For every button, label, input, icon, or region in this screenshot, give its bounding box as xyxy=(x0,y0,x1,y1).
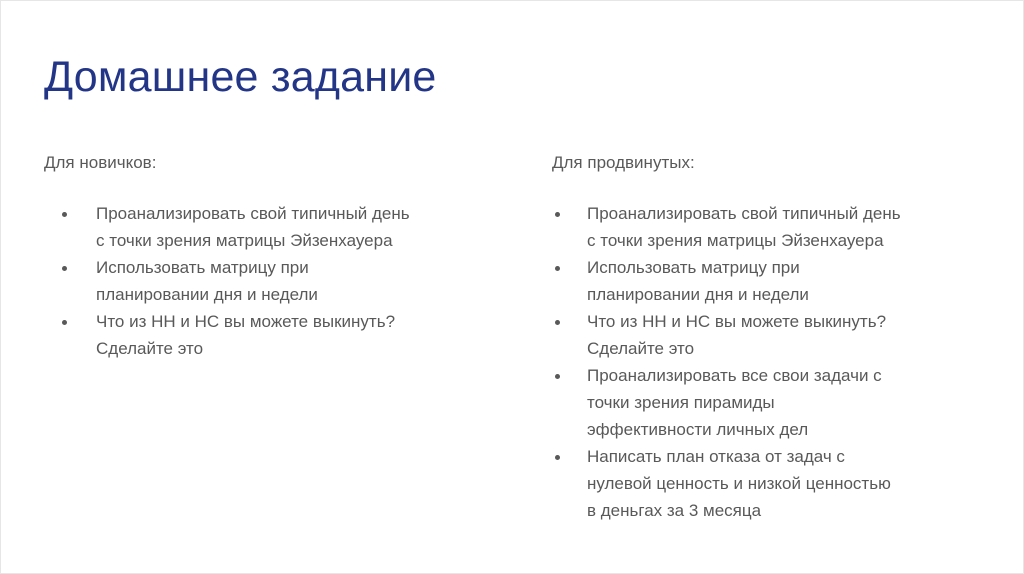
list-item xyxy=(44,254,484,308)
bullet-icon xyxy=(555,374,560,379)
bullet-icon xyxy=(555,455,560,460)
list-item-line: Что из НН и НС вы можете выкинуть? xyxy=(587,312,887,331)
list-item-line: с точки зрения матрицы Эйзенхауера xyxy=(96,231,393,250)
list-item-line: Использовать матрицу при xyxy=(587,258,800,277)
list-item-line: точки зрения пирамиды xyxy=(587,393,775,412)
bullet-icon xyxy=(555,320,560,325)
slide-title: Домашнее задание xyxy=(44,53,437,101)
left-bullet-list xyxy=(44,200,484,362)
list-item xyxy=(44,308,484,362)
list-item-line: Написать план отказа от задач с xyxy=(587,447,845,466)
list-item xyxy=(44,200,484,254)
list-item-line: Проанализировать все свои задачи с xyxy=(587,366,882,385)
bullet-icon xyxy=(62,212,67,217)
list-item-line: в деньгах за 3 месяца xyxy=(587,501,762,520)
list-item-line: Проанализировать свой типичный день xyxy=(587,204,901,223)
list-item-line: Что из НН и НС вы можете выкинуть? xyxy=(96,312,396,331)
list-item-line: планировании дня и недели xyxy=(96,285,318,304)
list-item xyxy=(552,443,992,524)
list-item-line: с точки зрения матрицы Эйзенхауера xyxy=(587,231,884,250)
bullet-icon xyxy=(555,266,560,271)
list-item xyxy=(552,254,992,308)
list-item-line: эффективности личных дел xyxy=(587,420,809,439)
bullet-icon xyxy=(62,266,67,271)
list-item xyxy=(552,362,992,443)
list-item-line: Использовать матрицу при xyxy=(96,258,309,277)
list-item xyxy=(552,200,992,254)
bullet-icon xyxy=(62,320,67,325)
right-column xyxy=(552,152,992,524)
left-column-heading: Для новичков: xyxy=(44,153,157,172)
list-item-line: Сделайте это xyxy=(587,339,695,358)
left-column xyxy=(44,152,484,362)
list-item-line: нулевой ценность и низкой ценностью xyxy=(587,474,891,493)
list-item-line: Сделайте это xyxy=(96,339,204,358)
bullet-icon xyxy=(555,212,560,217)
list-item xyxy=(552,308,992,362)
list-item-line: планировании дня и недели xyxy=(587,285,809,304)
list-item-line: Проанализировать свой типичный день xyxy=(96,204,410,223)
right-bullet-list xyxy=(552,200,992,524)
right-column-heading: Для продвинутых: xyxy=(552,153,695,172)
